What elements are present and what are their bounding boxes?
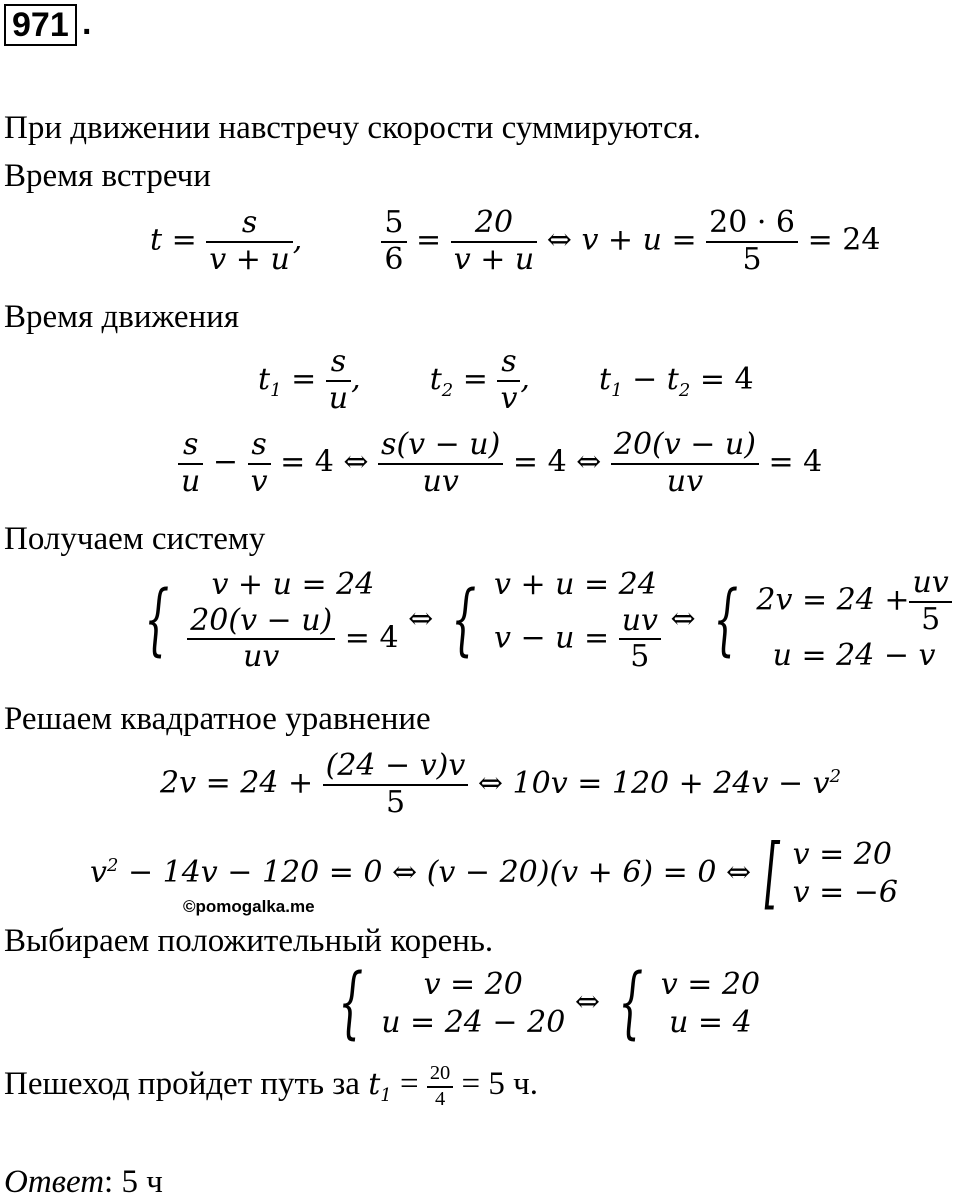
system1 bbox=[187, 566, 398, 675]
path-time-frac: $\frac{20}{4}$ bbox=[427, 1062, 453, 1111]
equation-time-difference bbox=[178, 428, 822, 499]
text-motion-time: Время движения bbox=[4, 299, 240, 335]
final1-row2: u = 24 − 20 bbox=[381, 1004, 566, 1040]
eq3-frac-s-v: $\frac{s}{v}$ bbox=[248, 428, 271, 499]
eq2-t1-eq: = bbox=[291, 361, 317, 397]
q1-right: ⇔ $10v = 120 + 24v - v^2$ bbox=[477, 765, 842, 801]
system-equiv-2: ⇔ bbox=[670, 601, 696, 637]
path-time-result: = 5 ч. bbox=[461, 1066, 538, 1103]
answer-line bbox=[4, 1166, 163, 1199]
eq2-frac-s-v: $\frac{s}{v}$ bbox=[497, 345, 520, 416]
problem-number: 971 bbox=[4, 4, 77, 46]
text-get-system: Получаем систему bbox=[4, 521, 266, 557]
final2-brace: { bbox=[617, 958, 643, 1049]
eq3-frac-d: $\frac{20(v - u)}{uv}$ bbox=[611, 428, 759, 499]
system-equiv-1: ⇔ bbox=[408, 601, 434, 637]
eq2-frac-s-u: $\frac{s}{u}$ bbox=[326, 345, 351, 416]
final-equiv: ⇔ bbox=[574, 984, 600, 1020]
q2-root-1: v = 20 bbox=[792, 837, 892, 872]
equation-final-system bbox=[330, 958, 761, 1049]
watermark: ©pomogalka.me bbox=[183, 897, 315, 916]
path-time-t1: $t_1$ bbox=[368, 1067, 392, 1107]
system1-row2: $\frac{20(v - u)}{uv}$ = 4 bbox=[187, 604, 398, 675]
equation-quadratic-1 bbox=[160, 749, 841, 820]
eq3-frac-s-u: $\frac{s}{u}$ bbox=[178, 428, 203, 499]
eq1-comma: , bbox=[292, 222, 303, 258]
system3-brace: { bbox=[713, 574, 739, 665]
final2 bbox=[661, 966, 760, 1041]
eq1-frac-20: $\frac{20}{v + u}$ bbox=[451, 206, 537, 277]
eq1-t: t = bbox=[150, 222, 197, 258]
text-solve-quadratic: Решаем квадратное уравнение bbox=[4, 701, 431, 737]
q2-root-2: v = −6 bbox=[792, 874, 899, 910]
q2-roots bbox=[793, 836, 898, 911]
system3-row1: 2v = 24 + $\frac{uv}{5}$ bbox=[756, 566, 951, 637]
equation-meeting-time bbox=[150, 206, 880, 277]
eq3-frac-c: $\frac{s(v - u)}{uv}$ bbox=[378, 428, 503, 499]
eq1-result: = 24 bbox=[807, 222, 881, 258]
text-choose-positive: Выбираем положительный корень. bbox=[4, 923, 494, 959]
eq2-t2: $t_2$ bbox=[429, 361, 454, 401]
eq3-eq3: = 4 bbox=[768, 444, 823, 480]
eq3-minus: − bbox=[212, 444, 239, 480]
problem-number-dot: . bbox=[82, 4, 92, 42]
path-time-text: Пешеход пройдет путь за bbox=[4, 1066, 360, 1103]
eq1-mid: ⇔ v + u = bbox=[546, 222, 697, 258]
text-path-time bbox=[4, 1062, 538, 1111]
system1-brace: { bbox=[144, 574, 170, 665]
system2-row2: v − u = $\frac{uv}{5}$ bbox=[494, 604, 661, 675]
answer-label: Ответ bbox=[4, 1164, 105, 1200]
eq2-t2-eq: = bbox=[462, 361, 488, 397]
equation-motion-times: $t_1$ = $\frac{s}{u}$ , $t_2$ = $\frac{s}{v}$ , $t_1 - t_2 = 4$ bbox=[258, 344, 754, 416]
eq3-eq2: = 4 ⇔ bbox=[512, 444, 602, 480]
final1-row1: v = 20 bbox=[423, 967, 523, 1002]
eq1-frac-s: $\frac{s}{v + u}$ bbox=[206, 206, 292, 277]
q2-lhs: $v^2 - 14v - 120 = 0$ ⇔ (v − 20)(v + 6) = 0 ⇔ bbox=[90, 854, 752, 890]
eq3-eq1: = 4 ⇔ bbox=[280, 444, 369, 480]
system2-brace: { bbox=[451, 574, 477, 665]
path-time-eq: = bbox=[399, 1066, 419, 1103]
system2-row1: v + u = 24 bbox=[493, 567, 657, 602]
system3 bbox=[756, 566, 951, 675]
system3-row2: u = 24 − v bbox=[772, 638, 936, 673]
q1-frac: $\frac{(24 - v)v}{5}$ bbox=[323, 749, 469, 820]
eq2-t1: $t_1$ bbox=[258, 361, 282, 401]
q1-left: 2v = 24 + bbox=[160, 765, 314, 801]
final2-row2: u = 4 bbox=[669, 1004, 752, 1040]
eq2-diff: $t_1 - t_2 = 4$ bbox=[599, 361, 754, 401]
eq1-frac-5-6: $\frac{5}{6}$ bbox=[381, 206, 406, 277]
final2-row1: v = 20 bbox=[660, 967, 761, 1002]
system1-row1: v + u = 24 bbox=[211, 567, 375, 602]
text-speed-sum: При движении навстречу скорости суммируются. bbox=[4, 110, 702, 146]
text-meeting-time: Время встречи bbox=[4, 158, 211, 194]
final1 bbox=[381, 966, 565, 1041]
answer-value: : 5 ч bbox=[104, 1164, 163, 1200]
final1-brace: { bbox=[338, 958, 364, 1049]
eq1-frac-120: $\frac{20 \cdot 6}{5}$ bbox=[706, 206, 798, 277]
eq1-equal: = bbox=[416, 222, 442, 258]
q2-bracket: [ bbox=[764, 828, 780, 919]
system2 bbox=[494, 566, 661, 675]
equation-system bbox=[136, 566, 952, 675]
